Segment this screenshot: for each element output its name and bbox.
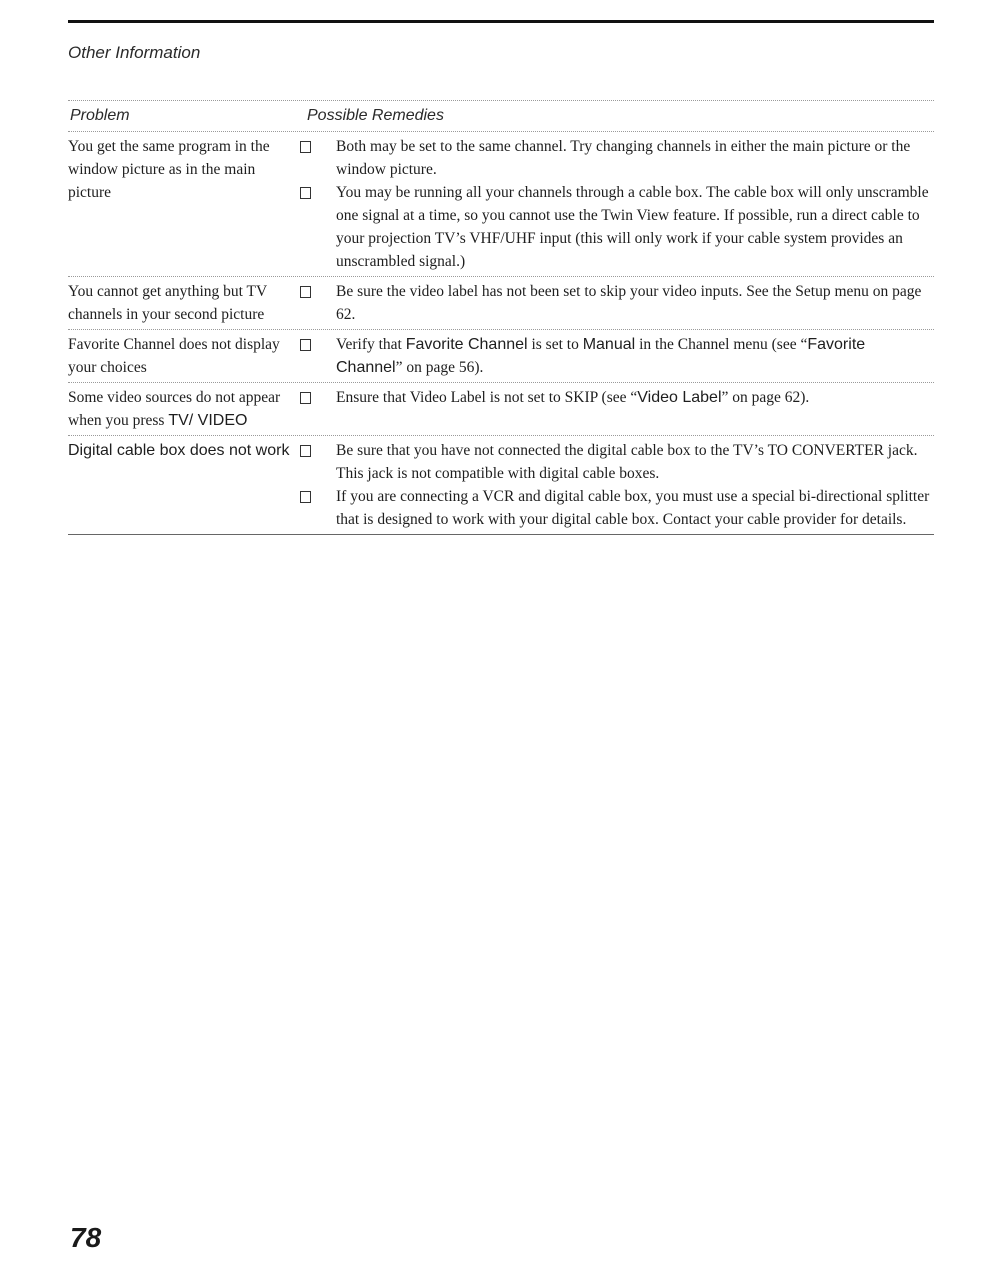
problem-text-part: Some video sources do not appear when you press <box>68 389 281 429</box>
setting-value: Manual <box>582 336 636 353</box>
table-row <box>68 132 934 277</box>
problem-cell: Favorite Channel does not display your choices <box>68 336 280 376</box>
checkbox-bullet-icon <box>300 339 311 351</box>
remedies-cell <box>300 333 934 379</box>
top-rule <box>68 20 934 23</box>
remedy-text: Be sure that you have not connected the digital cable box to the TV’s TO CONVERTER jack. This jack is not compatible with digital cable boxes. <box>336 442 918 482</box>
remedies-cell <box>300 280 934 326</box>
remedy-text-part: is set to <box>527 336 583 353</box>
setting-name: Video Label <box>637 389 722 406</box>
troubleshooting-table <box>68 100 934 535</box>
remedy-item <box>300 485 934 531</box>
problem-cell: You get the same program in the window picture as in the main picture <box>68 138 270 201</box>
remedy-text: If you are connecting a VCR and digital cable box, you must use a special bi-directional splitter that is designed to work with your digital cable box. Contact your cable provider for details. <box>336 488 930 528</box>
table-row <box>68 330 934 383</box>
remedy-item <box>300 333 934 379</box>
checkbox-bullet-icon <box>300 141 311 153</box>
problem-cell: Digital cable box does not work <box>68 442 290 459</box>
remedy-item <box>300 439 934 485</box>
checkbox-bullet-icon <box>300 392 311 404</box>
remedy-text-part: in the Channel menu (see “ <box>635 336 808 353</box>
table-header <box>68 100 934 132</box>
remedy-item <box>300 135 934 181</box>
checkbox-bullet-icon <box>300 286 311 298</box>
remedy-text-part: ” on page 62). <box>721 389 810 406</box>
problem-cell <box>68 386 300 432</box>
header-remedies: Possible Remedies <box>307 107 444 124</box>
checkbox-bullet-icon <box>300 491 311 503</box>
remedies-cell <box>300 386 934 432</box>
setting-name: Favorite Channel <box>336 336 866 376</box>
remedy-text <box>336 333 934 379</box>
remedy-item <box>300 386 934 409</box>
remedies-cell <box>300 135 934 273</box>
problem-cell: You cannot get anything but TV channels in your second picture <box>68 283 267 323</box>
table-row <box>68 436 934 535</box>
table-row <box>68 383 934 436</box>
remedy-text: You may be running all your channels through a cable box. The cable box will only unscramble one signal at a time, so you cannot use the Twin View feature. If possible, run a direct cable to your projection TV’s VHF/UHF input (this will only work if your cable system provides an unscrambled signal.) <box>336 184 929 270</box>
setting-name: Favorite Channel <box>405 336 528 353</box>
button-name: TV/ VIDEO <box>168 412 248 429</box>
checkbox-bullet-icon <box>300 445 311 457</box>
checkbox-bullet-icon <box>300 187 311 199</box>
remedy-text: Be sure the video label has not been set to skip your video inputs. See the Setup menu on page 62. <box>336 283 922 323</box>
header-problem: Problem <box>70 107 130 124</box>
remedy-text <box>336 386 934 409</box>
remedy-text-part: Ensure that Video Label is not set to SKIP (see “ <box>336 389 638 406</box>
remedies-cell <box>300 439 934 531</box>
page-number: 78 <box>70 1222 102 1253</box>
remedy-text: Both may be set to the same channel. Try changing channels in either the main picture or the window picture. <box>336 138 911 178</box>
remedy-item <box>300 181 934 273</box>
section-title: Other Information <box>68 43 201 62</box>
remedy-text-part: Verify that <box>336 336 406 353</box>
remedy-item <box>300 280 934 326</box>
table-row <box>68 277 934 330</box>
remedy-text-part: ” on page 56). <box>395 359 484 376</box>
